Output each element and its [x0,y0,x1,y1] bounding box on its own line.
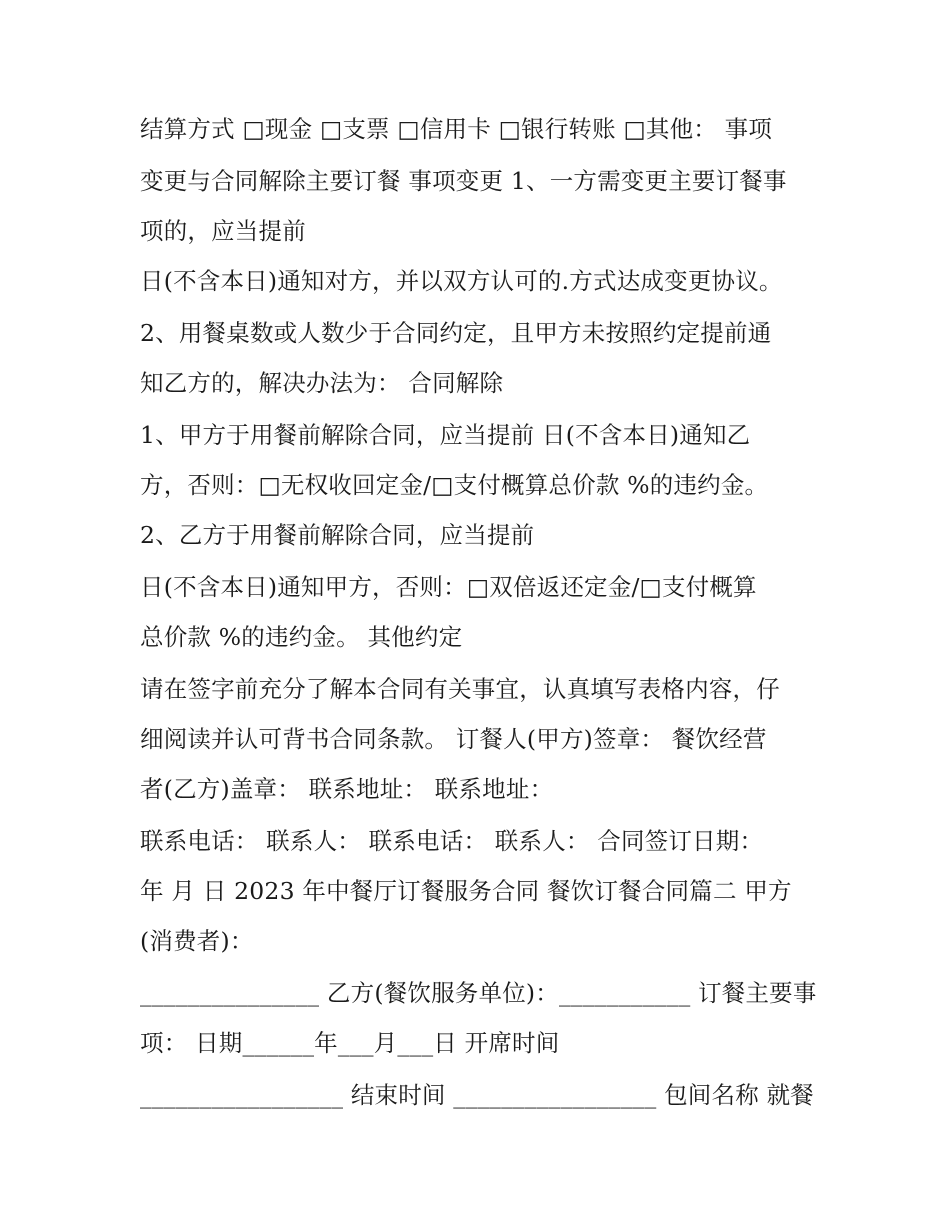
text-line: 请在签字前充分了解本合同有关事宜，认真填写表格内容，仔 [140,675,780,703]
text-line: 2、用餐桌数或人数少于合同约定，且甲方未按照约定提前通 [140,319,772,347]
text-line: 项： 日期______年___月___日 开席时间 [140,1029,560,1057]
text-line: 方，否则：□无权收回定金/□支付概算总价款 %的违约金。 [140,471,769,499]
text-line: 年 月 日 2023 年中餐厅订餐服务合同 餐饮订餐合同篇二 甲方 [140,877,792,905]
text-line: 日(不含本日)通知对方，并以双方认可的.方式达成变更协议。 [140,267,783,295]
text-line: 变更与合同解除主要订餐 事项变更 1、一方需变更主要订餐事 [140,167,787,195]
text-line: 2、乙方于用餐前解除合同，应当提前 [140,521,535,549]
text-line: 日(不含本日)通知甲方，否则：□双倍返还定金/□支付概算 [140,573,757,601]
text-line: _________________ 结束时间 _________________ 包间名称 就餐 [140,1081,814,1109]
text-line: (消费者)： [140,927,254,955]
text-line: 1、甲方于用餐前解除合同，应当提前 日(不含本日)通知乙 [140,421,751,449]
text-line: _______________ 乙方(餐饮服务单位)：___________ 订餐主要事 [140,979,817,1007]
text-line: 总价款 %的违约金。 其他约定 [140,623,463,651]
text-line: 结算方式 □现金 □支票 □信用卡 □银行转账 □其他： 事项 [140,115,773,143]
text-line: 知乙方的，解决办法为： 合同解除 [140,369,504,397]
text-line: 项的，应当提前 [140,217,306,245]
text-line: 细阅读并认可背书合同条款。 订餐人(甲方)签章： 餐饮经营 [140,725,767,753]
text-line: 者(乙方)盖章： 联系地址： 联系地址： [140,775,554,803]
text-line: 联系电话： 联系人： 联系电话： 联系人： 合同签订日期： [140,827,764,855]
